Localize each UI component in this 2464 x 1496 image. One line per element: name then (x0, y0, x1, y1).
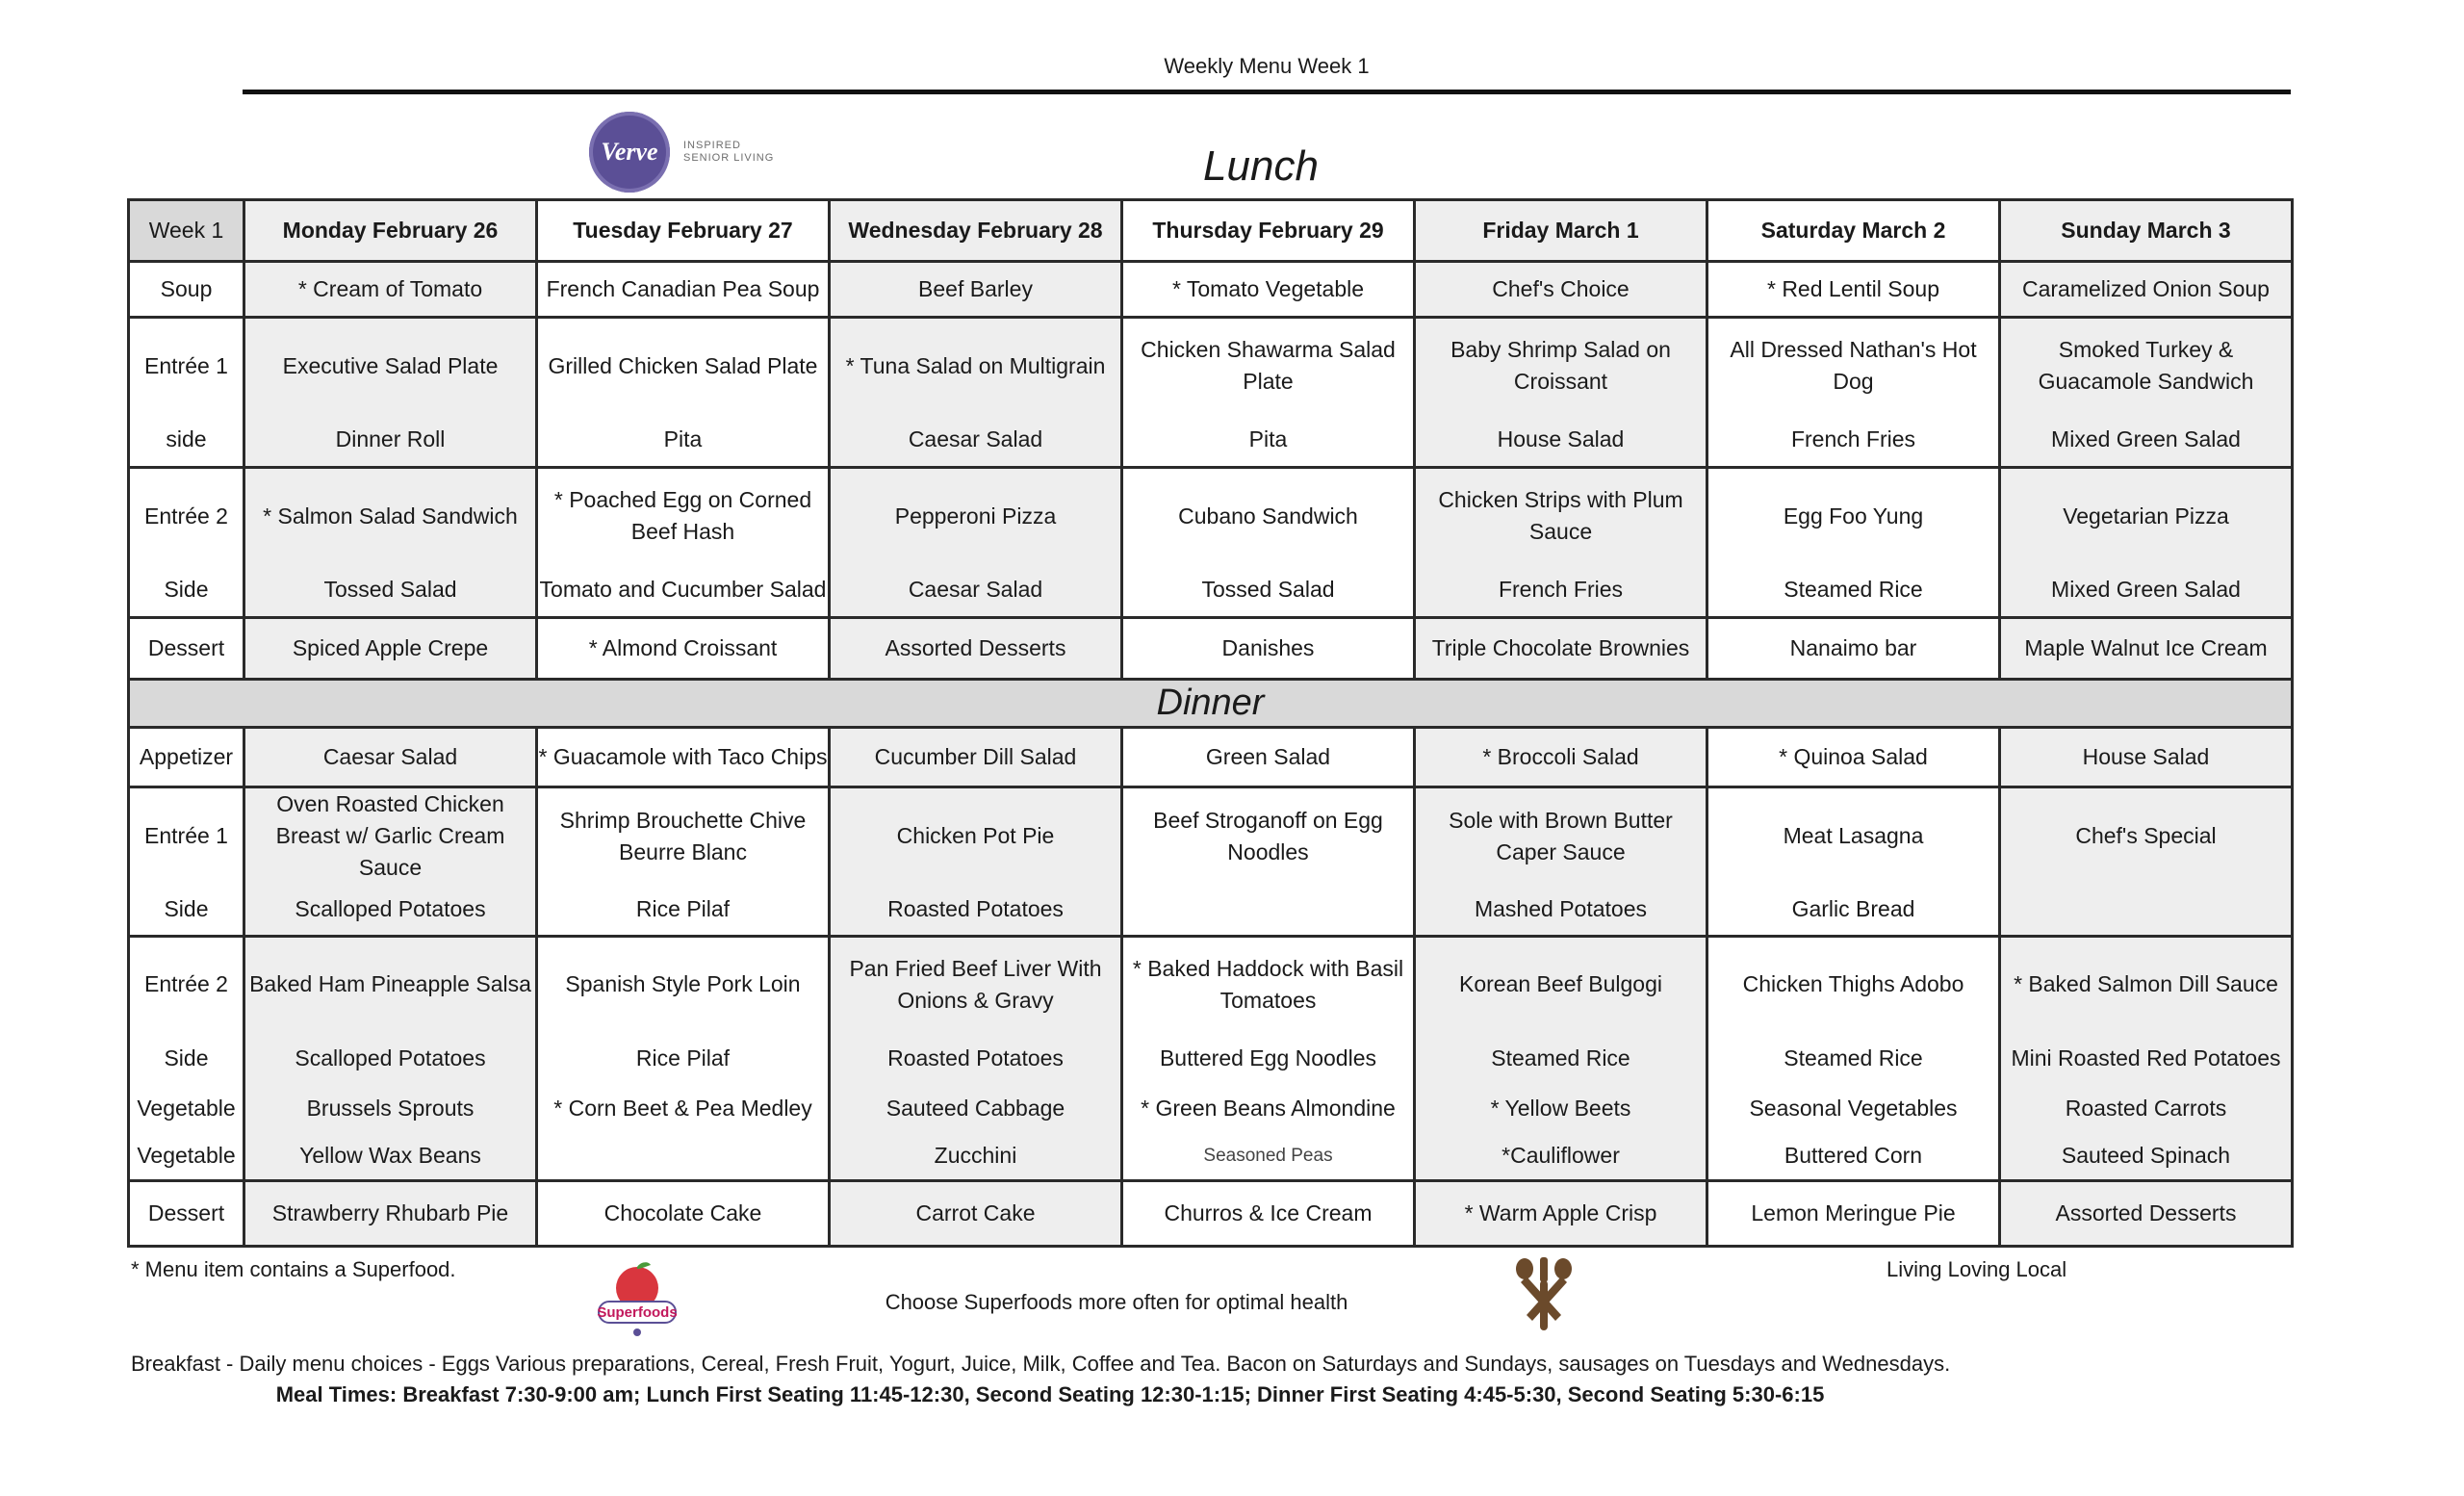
menu-cell: French Fries (1707, 414, 2000, 468)
menu-cell: Tossed Salad (244, 564, 537, 618)
week-label: Week 1 (129, 200, 244, 262)
menu-cell: Pan Fried Beef Liver With Onions & Gravy (830, 936, 1122, 1032)
menu-cell: Steamed Rice (1707, 564, 2000, 618)
row-label: Dessert (129, 618, 244, 680)
menu-cell: Chicken Thighs Adobo (1707, 936, 2000, 1032)
menu-cell: Garlic Bread (1707, 884, 2000, 936)
menu-cell: Rice Pilaf (537, 884, 830, 936)
menu-cell: Cubano Sandwich (1122, 468, 1415, 564)
menu-cell: Caramelized Onion Soup (2000, 262, 2293, 318)
day-header: Monday February 26 (244, 200, 537, 262)
menu-cell (1122, 884, 1415, 936)
row-label: Side (129, 884, 244, 936)
day-header: Friday March 1 (1415, 200, 1707, 262)
menu-cell: Chef's Choice (1415, 262, 1707, 318)
row-label: Entrée 2 (129, 936, 244, 1032)
menu-cell: Roasted Potatoes (830, 1032, 1122, 1084)
menu-cell: Baby Shrimp Salad on Croissant (1415, 318, 1707, 414)
dinner-entree1-row (129, 787, 2293, 885)
menu-cell: Tossed Salad (1122, 564, 1415, 618)
menu-cell: Assorted Desserts (2000, 1180, 2293, 1246)
row-label: Side (129, 564, 244, 618)
menu-cell: Beef Barley (830, 262, 1122, 318)
menu-cell: Assorted Desserts (830, 618, 1122, 680)
dinner-vegetable1-row (129, 1084, 2293, 1132)
dinner-dessert-row (129, 1180, 2293, 1246)
day-header: Wednesday February 28 (830, 200, 1122, 262)
menu-cell: House Salad (1415, 414, 1707, 468)
dinner-title-row (129, 680, 2293, 728)
breakfast-info: Breakfast - Daily menu choices - Eggs Various preparations, Cereal, Fresh Fruit, Yogurt, Juice, Milk, Coffee and Tea. Bacon on Saturdays and Sundays, sausages on Tuesdays and Wednesdays. (131, 1352, 1951, 1376)
menu-cell: Caesar Salad (830, 414, 1122, 468)
menu-cell: Mixed Green Salad (2000, 564, 2293, 618)
menu-cell: * Warm Apple Crisp (1415, 1180, 1707, 1246)
menu-cell: Seasoned Peas (1122, 1132, 1415, 1180)
menu-cell: Chicken Pot Pie (830, 787, 1122, 885)
menu-cell: Meat Lasagna (1707, 787, 2000, 885)
menu-cell: Nanaimo bar (1707, 618, 2000, 680)
row-label: Vegetable (129, 1132, 244, 1180)
superfoods-logo-text: Superfoods (597, 1304, 678, 1321)
menu-cell: Roasted Carrots (2000, 1084, 2293, 1132)
menu-cell: * Quinoa Salad (1707, 728, 2000, 787)
menu-cell: French Fries (1415, 564, 1707, 618)
day-header: Sunday March 3 (2000, 200, 2293, 262)
menu-cell: * Corn Beet & Pea Medley (537, 1084, 830, 1132)
menu-cell: * Red Lentil Soup (1707, 262, 2000, 318)
fork-spoon-icon (1507, 1257, 1580, 1334)
menu-cell: Caesar Salad (830, 564, 1122, 618)
menu-table (127, 198, 2294, 1248)
menu-cell: Sauteed Cabbage (830, 1084, 1122, 1132)
row-label: Appetizer (129, 728, 244, 787)
page-header-title: Weekly Menu Week 1 (1164, 54, 1370, 78)
menu-cell: Scalloped Potatoes (244, 884, 537, 936)
menu-cell: * Guacamole with Taco Chips (537, 728, 830, 787)
menu-cell: Smoked Turkey & Guacamole Sandwich (2000, 318, 2293, 414)
menu-cell: Steamed Rice (1415, 1032, 1707, 1084)
day-header: Saturday March 2 (1707, 200, 2000, 262)
row-label: Entrée 2 (129, 468, 244, 564)
menu-cell: Oven Roasted Chicken Breast w/ Garlic Cream Sauce (244, 787, 537, 885)
menu-cell: Sauteed Spinach (2000, 1132, 2293, 1180)
menu-cell: Roasted Potatoes (830, 884, 1122, 936)
menu-cell: Executive Salad Plate (244, 318, 537, 414)
lunch-side2-row (129, 564, 2293, 618)
menu-cell: Korean Beef Bulgogi (1415, 936, 1707, 1032)
menu-cell: Scalloped Potatoes (244, 1032, 537, 1084)
menu-cell: Triple Chocolate Brownies (1415, 618, 1707, 680)
menu-cell: * Yellow Beets (1415, 1084, 1707, 1132)
menu-cell: Danishes (1122, 618, 1415, 680)
day-header-row (129, 200, 2293, 262)
menu-cell: Vegetarian Pizza (2000, 468, 2293, 564)
menu-cell: Brussels Sprouts (244, 1084, 537, 1132)
dinner-side2-row (129, 1032, 2293, 1084)
menu-cell: Buttered Egg Noodles (1122, 1032, 1415, 1084)
menu-cell: Chef's Special (2000, 787, 2293, 885)
menu-cell: * Baked Haddock with Basil Tomatoes (1122, 936, 1415, 1032)
dinner-side1-row (129, 884, 2293, 936)
lunch-entree1-row (129, 318, 2293, 414)
header-rule (243, 90, 2291, 94)
menu-cell: Steamed Rice (1707, 1032, 2000, 1084)
day-header: Tuesday February 27 (537, 200, 830, 262)
menu-cell: * Tuna Salad on Multigrain (830, 318, 1122, 414)
menu-cell: Pepperoni Pizza (830, 468, 1122, 564)
menu-cell: Churros & Ice Cream (1122, 1180, 1415, 1246)
superfoods-message: Choose Superfoods more often for optimal health (885, 1290, 1348, 1314)
dinner-entree2-row (129, 936, 2293, 1032)
row-label: Entrée 1 (129, 318, 244, 414)
verve-logo (589, 112, 789, 193)
living-local-text: Living Loving Local (1886, 1257, 2067, 1281)
menu-cell (537, 1132, 830, 1180)
menu-cell (2000, 884, 2293, 936)
lunch-entree2-row (129, 468, 2293, 564)
menu-cell: Yellow Wax Beans (244, 1132, 537, 1180)
row-label: Dessert (129, 1180, 244, 1246)
row-label: side (129, 414, 244, 468)
menu-cell: Dinner Roll (244, 414, 537, 468)
verve-logo-mark: Verve (589, 112, 670, 193)
menu-cell: * Poached Egg on Corned Beef Hash (537, 468, 830, 564)
menu-cell: * Salmon Salad Sandwich (244, 468, 537, 564)
menu-cell: *Cauliflower (1415, 1132, 1707, 1180)
menu-cell: * Baked Salmon Dill Sauce (2000, 936, 2293, 1032)
menu-cell: Caesar Salad (244, 728, 537, 787)
lunch-dessert-row (129, 618, 2293, 680)
row-label: Soup (129, 262, 244, 318)
menu-cell: Grilled Chicken Salad Plate (537, 318, 830, 414)
menu-cell: Chocolate Cake (537, 1180, 830, 1246)
superfood-note: * Menu item contains a Superfood. (131, 1257, 456, 1281)
menu-cell: Buttered Corn (1707, 1132, 2000, 1180)
menu-cell: Mashed Potatoes (1415, 884, 1707, 936)
menu-cell: * Broccoli Salad (1415, 728, 1707, 787)
menu-cell: Zucchini (830, 1132, 1122, 1180)
menu-cell: Maple Walnut Ice Cream (2000, 618, 2293, 680)
menu-cell: Chicken Shawarma Salad Plate (1122, 318, 1415, 414)
menu-cell: * Almond Croissant (537, 618, 830, 680)
menu-cell: Strawberry Rhubarb Pie (244, 1180, 537, 1246)
menu-cell: Cucumber Dill Salad (830, 728, 1122, 787)
menu-cell: All Dressed Nathan's Hot Dog (1707, 318, 2000, 414)
row-label: Side (129, 1032, 244, 1084)
row-label: Vegetable (129, 1084, 244, 1132)
menu-cell: House Salad (2000, 728, 2293, 787)
menu-cell: Mini Roasted Red Potatoes (2000, 1032, 2293, 1084)
menu-cell: Baked Ham Pineapple Salsa (244, 936, 537, 1032)
menu-cell: Shrimp Brouchette Chive Beurre Blanc (537, 787, 830, 885)
meal-times: Meal Times: Breakfast 7:30-9:00 am; Lunch First Seating 11:45-12:30, Second Seating 12:30-1:15; Dinner First Seating 4:45-5:30, Second Seating 5:30-6:15 (275, 1382, 1825, 1406)
superfoods-logo-icon (597, 1259, 678, 1340)
day-header: Thursday February 29 (1122, 200, 1415, 262)
dinner-title: Dinner (129, 680, 2293, 728)
menu-cell: * Green Beans Almondine (1122, 1084, 1415, 1132)
menu-cell: * Cream of Tomato (244, 262, 537, 318)
menu-cell: Egg Foo Yung (1707, 468, 2000, 564)
menu-cell: Carrot Cake (830, 1180, 1122, 1246)
dinner-vegetable2-row (129, 1132, 2293, 1180)
menu-cell: Seasonal Vegetables (1707, 1084, 2000, 1132)
lunch-title: Lunch (1203, 142, 1319, 190)
menu-cell: * Tomato Vegetable (1122, 262, 1415, 318)
menu-cell: Pita (537, 414, 830, 468)
menu-cell: Mixed Green Salad (2000, 414, 2293, 468)
menu-cell: Rice Pilaf (537, 1032, 830, 1084)
dinner-appetizer-row (129, 728, 2293, 787)
menu-cell: Green Salad (1122, 728, 1415, 787)
menu-cell: Chicken Strips with Plum Sauce (1415, 468, 1707, 564)
menu-cell: French Canadian Pea Soup (537, 262, 830, 318)
menu-cell: Sole with Brown Butter Caper Sauce (1415, 787, 1707, 885)
verve-logo-tagline: INSPIRED SENIOR LIVING (683, 140, 775, 164)
menu-cell: Spanish Style Pork Loin (537, 936, 830, 1032)
menu-cell: Pita (1122, 414, 1415, 468)
menu-cell: Spiced Apple Crepe (244, 618, 537, 680)
row-label: Entrée 1 (129, 787, 244, 885)
menu-cell: Tomato and Cucumber Salad (537, 564, 830, 618)
lunch-soup-row (129, 262, 2293, 318)
menu-cell: Beef Stroganoff on Egg Noodles (1122, 787, 1415, 885)
menu-cell: Lemon Meringue Pie (1707, 1180, 2000, 1246)
lunch-side1-row (129, 414, 2293, 468)
